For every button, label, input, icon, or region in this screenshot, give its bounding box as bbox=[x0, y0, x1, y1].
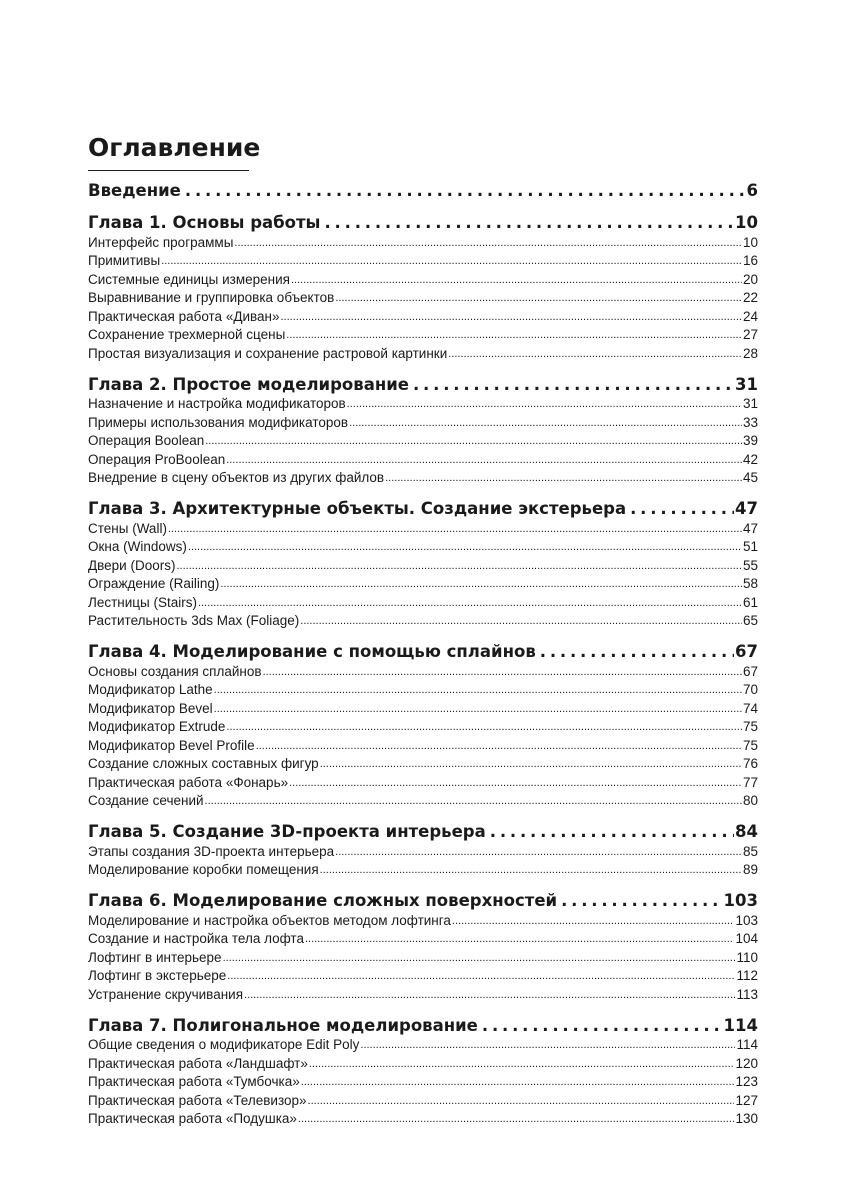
toc-section-entry[interactable] bbox=[88, 556, 758, 575]
toc-chapter-entry[interactable] bbox=[88, 499, 758, 519]
toc-chapter-entry[interactable] bbox=[88, 181, 758, 201]
toc-section-entry[interactable] bbox=[88, 575, 758, 594]
toc-section-entry[interactable] bbox=[88, 861, 758, 880]
dot-leader bbox=[298, 1110, 735, 1128]
page-number: 114 bbox=[736, 1037, 758, 1052]
section-title: Примеры использования модификаторов bbox=[88, 414, 349, 430]
toc-section-entry[interactable] bbox=[88, 519, 758, 538]
dot-leader bbox=[168, 520, 742, 538]
toc-section-entry[interactable] bbox=[88, 736, 758, 755]
toc-section-entry[interactable] bbox=[88, 792, 758, 811]
toc-chapter-entry[interactable] bbox=[88, 375, 758, 395]
section-title: Модификатор Lathe bbox=[88, 682, 213, 697]
dot-leader bbox=[226, 718, 742, 736]
section-title: Интерфейс программы bbox=[88, 234, 234, 250]
page-number: 20 bbox=[742, 271, 758, 287]
section-title: Модификатор Extrude bbox=[88, 719, 226, 734]
toc-section-entry[interactable] bbox=[88, 948, 758, 967]
chapter-title: Введение bbox=[88, 181, 181, 200]
toc-chapter-entry[interactable] bbox=[88, 891, 758, 911]
section-title: Двери (Doors) bbox=[88, 557, 176, 573]
section-title: Создание и настройка тела лофта bbox=[88, 931, 304, 946]
dot-leader bbox=[205, 432, 742, 450]
toc-chapter-entry[interactable] bbox=[88, 642, 758, 662]
toc-section-entry[interactable] bbox=[88, 395, 758, 414]
dot-leader bbox=[214, 681, 742, 699]
page-number: 39 bbox=[742, 433, 758, 448]
toc-section-entry[interactable] bbox=[88, 911, 758, 930]
dot-leader bbox=[360, 1036, 735, 1054]
dot-leader bbox=[214, 700, 742, 718]
section-title: Практическая работа «Подушка» bbox=[88, 1111, 297, 1126]
section-title: Простая визуализация и сохранение растровой картинки bbox=[88, 345, 448, 361]
section-title: Моделирование коробки помещения bbox=[88, 862, 319, 877]
page-number: 55 bbox=[742, 557, 758, 573]
section-title: Практическая работа «Телевизор» bbox=[88, 1092, 307, 1108]
toc-section-entry[interactable] bbox=[88, 612, 758, 631]
toc-section-entry[interactable] bbox=[88, 469, 758, 488]
toc-section-entry[interactable] bbox=[88, 233, 758, 252]
section-title: Моделирование и настройка объектов методом лофтинга bbox=[88, 912, 451, 928]
page-number: 75 bbox=[742, 737, 758, 753]
toc-section-entry[interactable] bbox=[88, 930, 758, 949]
page-number: 33 bbox=[742, 414, 758, 430]
section-title: Стены (Wall) bbox=[88, 520, 167, 536]
page-number: 22 bbox=[742, 290, 758, 305]
page-number: 77 bbox=[742, 774, 758, 790]
page-number: 104 bbox=[735, 931, 758, 946]
chapter-title: Глава 3. Архитектурные объекты. Создание экстерьера bbox=[88, 499, 627, 518]
dot-leader bbox=[161, 252, 742, 270]
dot-leader bbox=[320, 755, 742, 773]
dot-leader bbox=[300, 612, 742, 630]
section-title: Операция ProBoolean bbox=[88, 451, 226, 467]
page-number: 85 bbox=[742, 843, 758, 859]
toc-section-entry[interactable] bbox=[88, 842, 758, 861]
toc-chapter-entry[interactable] bbox=[88, 822, 758, 842]
page-number: 74 bbox=[742, 700, 758, 716]
dot-leader bbox=[227, 967, 735, 985]
dot-leader bbox=[309, 1055, 735, 1073]
page-number: 47 bbox=[742, 520, 758, 536]
toc-section-entry[interactable] bbox=[88, 718, 758, 737]
section-title: Практическая работа «Ландшафт» bbox=[88, 1055, 308, 1071]
page-number: 67 bbox=[735, 642, 758, 661]
toc-section-entry[interactable] bbox=[88, 681, 758, 700]
page-number: 31 bbox=[742, 396, 758, 411]
toc-section-entry[interactable] bbox=[88, 662, 758, 681]
page-number: 6 bbox=[746, 181, 758, 200]
dot-leader bbox=[176, 557, 741, 575]
page-number: 84 bbox=[735, 822, 758, 841]
page-number: 103 bbox=[735, 912, 758, 928]
section-title: Этапы создания 3D-проекта интерьера bbox=[88, 843, 335, 859]
section-title: Практическая работа «Фонарь» bbox=[88, 774, 289, 790]
section-title: Устранение скручивания bbox=[88, 986, 244, 1002]
dot-leader bbox=[205, 792, 742, 810]
toc-section-entry[interactable] bbox=[88, 755, 758, 774]
page-number: 51 bbox=[742, 539, 758, 554]
page-number: 130 bbox=[735, 1111, 758, 1126]
toc-section-entry[interactable] bbox=[88, 307, 758, 326]
section-title: Назначение и настройка модификаторов bbox=[88, 396, 346, 411]
toc-section-entry[interactable] bbox=[88, 344, 758, 363]
chapter-title: Глава 7. Полигональное моделирование bbox=[88, 1015, 478, 1035]
page-number: 58 bbox=[742, 576, 758, 591]
dot-leader bbox=[289, 774, 742, 792]
dot-leader bbox=[188, 538, 742, 556]
chapter-title: Глава 5. Создание 3D-проекта интерьера bbox=[88, 822, 486, 841]
section-title: Модификатор Bevel bbox=[88, 700, 213, 716]
chapter-title: Глава 6. Моделирование сложных поверхностей bbox=[88, 891, 558, 910]
chapter-title: Глава 4. Моделирование с помощью сплайнов bbox=[88, 642, 536, 661]
dot-leader bbox=[182, 181, 746, 201]
toc-section-entry[interactable] bbox=[88, 432, 758, 451]
page-number: 80 bbox=[742, 793, 758, 808]
dot-leader bbox=[263, 663, 742, 681]
toc-section-entry[interactable] bbox=[88, 593, 758, 612]
dot-leader bbox=[558, 891, 722, 911]
section-title: Практическая работа «Тумбочка» bbox=[88, 1074, 300, 1089]
page-number: 28 bbox=[742, 345, 758, 361]
dot-leader bbox=[220, 575, 742, 593]
toc-section-entry[interactable] bbox=[88, 538, 758, 557]
dot-leader bbox=[410, 375, 734, 395]
toc-section-entry[interactable] bbox=[88, 1110, 758, 1129]
page-number: 103 bbox=[723, 891, 758, 910]
section-title: Лестницы (Stairs) bbox=[88, 594, 197, 610]
page-number: 10 bbox=[735, 213, 758, 232]
dot-leader bbox=[335, 843, 742, 861]
dot-leader bbox=[281, 308, 742, 326]
section-title: Операция Boolean bbox=[88, 433, 205, 448]
section-title: Практическая работа «Диван» bbox=[88, 308, 280, 324]
page-number: 27 bbox=[742, 327, 758, 342]
page-number: 10 bbox=[742, 234, 758, 250]
section-title: Растительность 3ds Max (Foliage) bbox=[88, 613, 300, 628]
page-number: 47 bbox=[735, 499, 758, 518]
toc-section-entry[interactable] bbox=[88, 699, 758, 718]
page-number: 16 bbox=[742, 253, 758, 268]
dot-leader bbox=[385, 469, 742, 487]
page-number: 114 bbox=[723, 1015, 758, 1035]
dot-leader bbox=[627, 499, 734, 519]
page-number: 120 bbox=[735, 1055, 758, 1071]
page-number: 123 bbox=[735, 1074, 758, 1089]
page-number: 31 bbox=[735, 374, 758, 394]
toc-section-entry[interactable] bbox=[88, 1054, 758, 1073]
dot-leader bbox=[305, 930, 735, 948]
page-number: 70 bbox=[742, 682, 758, 697]
page-number: 89 bbox=[742, 862, 758, 877]
page-number: 76 bbox=[742, 756, 758, 771]
dot-leader bbox=[301, 1073, 735, 1091]
toc-section-entry[interactable] bbox=[88, 289, 758, 308]
toc-section-entry[interactable] bbox=[88, 1036, 758, 1055]
toc-section-entry[interactable] bbox=[88, 1091, 758, 1110]
section-title: Выравнивание и группировка объектов bbox=[88, 290, 335, 305]
page-number: 61 bbox=[742, 594, 758, 610]
page-title: Оглавление bbox=[88, 133, 261, 162]
dot-leader bbox=[320, 861, 742, 879]
dot-leader bbox=[487, 822, 734, 842]
dot-leader bbox=[335, 289, 742, 307]
title-underline bbox=[88, 170, 249, 171]
toc-section-entry[interactable] bbox=[88, 270, 758, 289]
section-title: Общие сведения о модификаторе Edit Poly bbox=[88, 1037, 360, 1052]
section-title: Создание сечений bbox=[88, 793, 204, 808]
page-number: 110 bbox=[736, 949, 758, 965]
dot-leader bbox=[479, 1016, 723, 1036]
section-title: Примитивы bbox=[88, 253, 161, 268]
section-title: Ограждение (Railing) bbox=[88, 576, 220, 591]
dot-leader bbox=[256, 737, 742, 755]
section-title: Внедрение в сцену объектов из других файлов bbox=[88, 470, 385, 485]
dot-leader bbox=[286, 326, 742, 344]
dot-leader bbox=[347, 395, 742, 413]
chapter-title: Глава 1. Основы работы bbox=[88, 213, 321, 232]
dot-leader bbox=[223, 949, 736, 967]
toc-section-entry[interactable] bbox=[88, 773, 758, 792]
chapter-title: Глава 2. Простое моделирование bbox=[88, 374, 409, 394]
dot-leader bbox=[291, 271, 742, 289]
dot-leader bbox=[349, 414, 742, 432]
toc-section-entry[interactable] bbox=[88, 985, 758, 1004]
page-number: 113 bbox=[736, 986, 758, 1002]
toc-section-entry[interactable] bbox=[88, 413, 758, 432]
toc-section-entry[interactable] bbox=[88, 1073, 758, 1092]
section-title: Лофтинг в интерьере bbox=[88, 949, 222, 965]
section-title: Создание сложных составных фигур bbox=[88, 756, 319, 771]
page-number: 75 bbox=[742, 719, 758, 734]
toc-list bbox=[88, 181, 758, 1128]
dot-leader bbox=[537, 642, 734, 662]
toc-chapter-entry[interactable] bbox=[88, 1016, 758, 1036]
dot-leader bbox=[452, 912, 735, 930]
toc-chapter-entry[interactable] bbox=[88, 213, 758, 233]
section-title: Сохранение трехмерной сцены bbox=[88, 327, 286, 342]
toc-section-entry[interactable] bbox=[88, 450, 758, 469]
section-title: Системные единицы измерения bbox=[88, 271, 290, 287]
dot-leader bbox=[448, 345, 742, 363]
toc-section-entry[interactable] bbox=[88, 967, 758, 986]
dot-leader bbox=[234, 234, 742, 252]
page-number: 67 bbox=[742, 663, 758, 679]
page-number: 112 bbox=[736, 968, 758, 983]
page-number: 42 bbox=[742, 451, 758, 467]
dot-leader bbox=[321, 213, 734, 233]
section-title: Лофтинг в экстерьере bbox=[88, 968, 227, 983]
dot-leader bbox=[198, 594, 742, 612]
toc-section-entry[interactable] bbox=[88, 326, 758, 345]
section-title: Модификатор Bevel Profile bbox=[88, 737, 255, 753]
section-title: Основы создания сплайнов bbox=[88, 663, 262, 679]
dot-leader bbox=[244, 986, 735, 1004]
dot-leader bbox=[308, 1092, 735, 1110]
page-number: 127 bbox=[735, 1092, 758, 1108]
page-number: 24 bbox=[742, 308, 758, 324]
toc-section-entry[interactable] bbox=[88, 252, 758, 271]
dot-leader bbox=[226, 451, 742, 469]
section-title: Окна (Windows) bbox=[88, 539, 187, 554]
page-number: 65 bbox=[742, 613, 758, 628]
page-number: 45 bbox=[742, 470, 758, 485]
